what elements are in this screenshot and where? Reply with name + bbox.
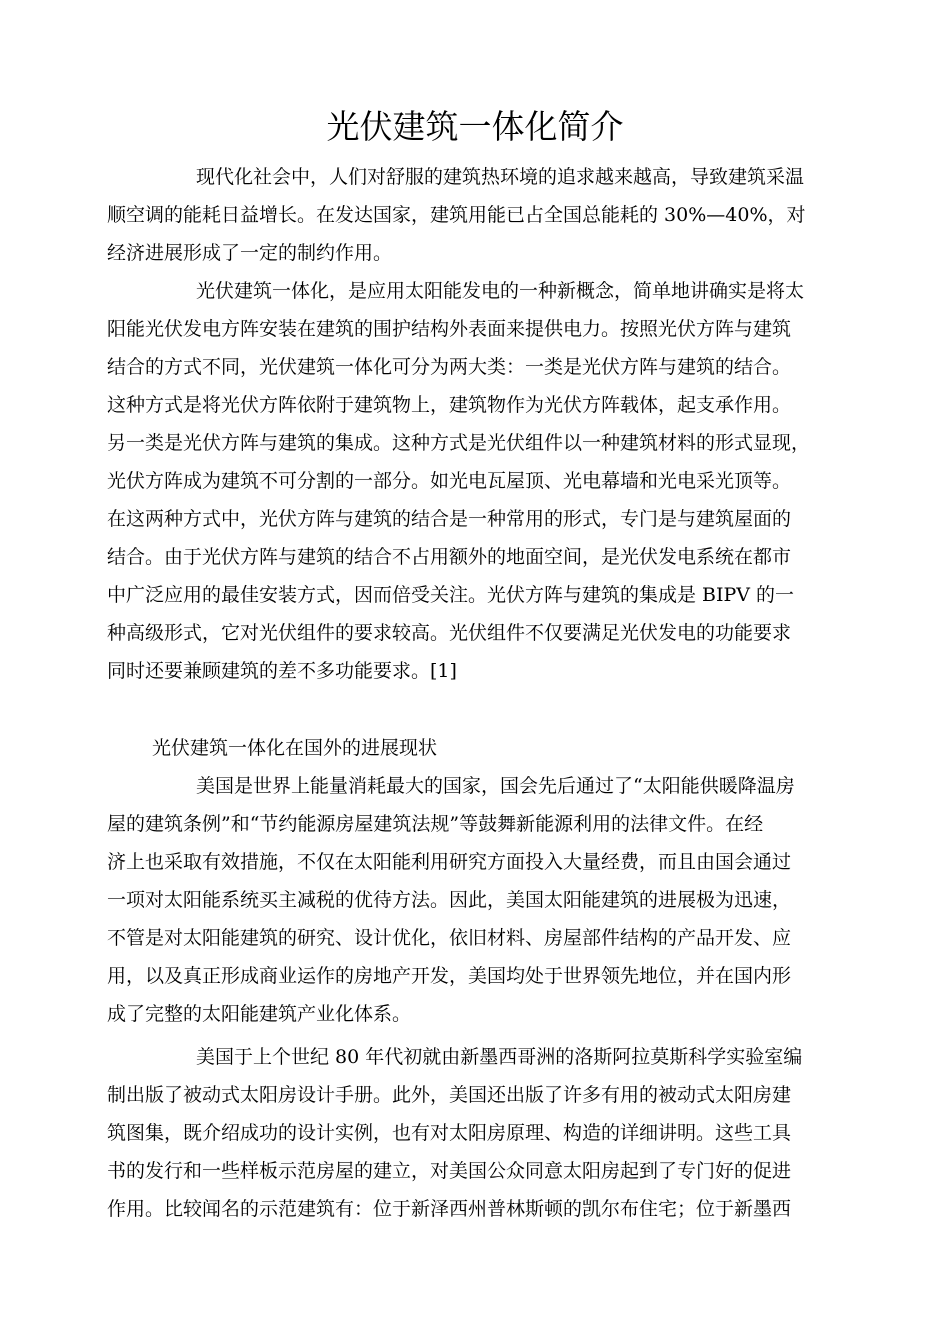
paragraph-4-line-5: 作用。比较闻名的示范建筑有：位于新泽西州普林斯顿的凯尔布住宅；位于新墨西 [107,1198,792,1220]
paragraph-2-line-8: 结合。由于光伏方阵与建筑的结合不占用额外的地面空间，是光伏发电系统在都市 [107,546,792,568]
paragraph-3-line-3: 济上也采取有效措施，不仅在太阳能利用研究方面投入大量经费，而且由国会通过 [107,851,792,873]
paragraph-1-line-1: 现代化社会中，人们对舒服的建筑热环境的追求越来越高，导致建筑采温 [196,166,805,188]
paragraph-2-line-5: 另一类是光伏方阵与建筑的集成。这种方式是光伏组件以一种建筑材料的形式显现， [107,432,811,454]
paragraph-4-line-2: 制出版了被动式太阳房设计手册。此外，美国还出版了许多有用的被动式太阳房建 [107,1084,792,1106]
paragraph-2-line-4: 这种方式是将光伏方阵依附于建筑物上，建筑物作为光伏方阵载体，起支承作用。 [107,394,792,416]
paragraph-2-line-3: 结合的方式不同，光伏建筑一体化可分为两大类：一类是光伏方阵与建筑的结合。 [107,356,792,378]
paragraph-1-line-3: 经济进展形成了一定的制约作用。 [107,242,393,264]
paragraph-2-line-2: 阳能光伏发电方阵安装在建筑的围护结构外表面来提供电力。按照光伏方阵与建筑 [107,318,792,340]
paragraph-3-line-6: 用，以及真正形成商业运作的房地产开发，美国均处于世界领先地位，并在国内形 [107,965,792,987]
paragraph-1-line-2: 顺空调的能耗日益增长。在发达国家，建筑用能已占全国总能耗的 30%—40%，对 [107,204,806,226]
paragraph-2-line-10: 种高级形式，它对光伏组件的要求较高。光伏组件不仅要满足光伏发电的功能要求 [107,622,792,644]
paragraph-3-line-5: 不管是对太阳能建筑的研究、设计优化，依旧材料、房屋部件结构的产品开发、应 [107,927,792,949]
paragraph-2-line-6: 光伏方阵成为建筑不可分割的一部分。如光电瓦屋顶、光电幕墙和光电采光顶等。 [107,470,792,492]
paragraph-2-line-11: 同时还要兼顾建筑的差不多功能要求。[1] [107,660,457,682]
paragraph-3-line-1: 美国是世界上能量消耗最大的国家，国会先后通过了“太阳能供暖降温房 [196,775,795,797]
paragraph-2-line-1: 光伏建筑一体化，是应用太阳能发电的一种新概念，简单地讲确实是将太 [196,280,805,302]
section-subheading: 光伏建筑一体化在国外的进展现状 [152,737,438,759]
paragraph-2-line-7: 在这两种方式中，光伏方阵与建筑的结合是一种常用的形式，专门是与建筑屋面的 [107,508,792,530]
page-title: 光伏建筑一体化简介 [326,107,624,146]
paragraph-4-line-3: 筑图集，既介绍成功的设计实例，也有对太阳房原理、构造的详细讲明。这些工具 [107,1122,792,1144]
paragraph-3-line-2: 屋的建筑条例”和“节约能源房屋建筑法规”等鼓舞新能源利用的法律文件。在经 [107,813,764,835]
paragraph-4-line-4: 书的发行和一些样板示范房屋的建立，对美国公众同意太阳房起到了专门好的促进 [107,1160,792,1182]
paragraph-4-line-1: 美国于上个世纪 80 年代初就由新墨西哥洲的洛斯阿拉莫斯科学实验室编 [196,1046,803,1068]
paragraph-2-line-9: 中广泛应用的最佳安装方式，因而倍受关注。光伏方阵与建筑的集成是 BIPV 的一 [107,584,795,606]
paragraph-3-line-4: 一项对太阳能系统买主减税的优待方法。因此，美国太阳能建筑的进展极为迅速， [107,889,792,911]
paragraph-3-line-7: 成了完整的太阳能建筑产业化体系。 [107,1003,412,1025]
